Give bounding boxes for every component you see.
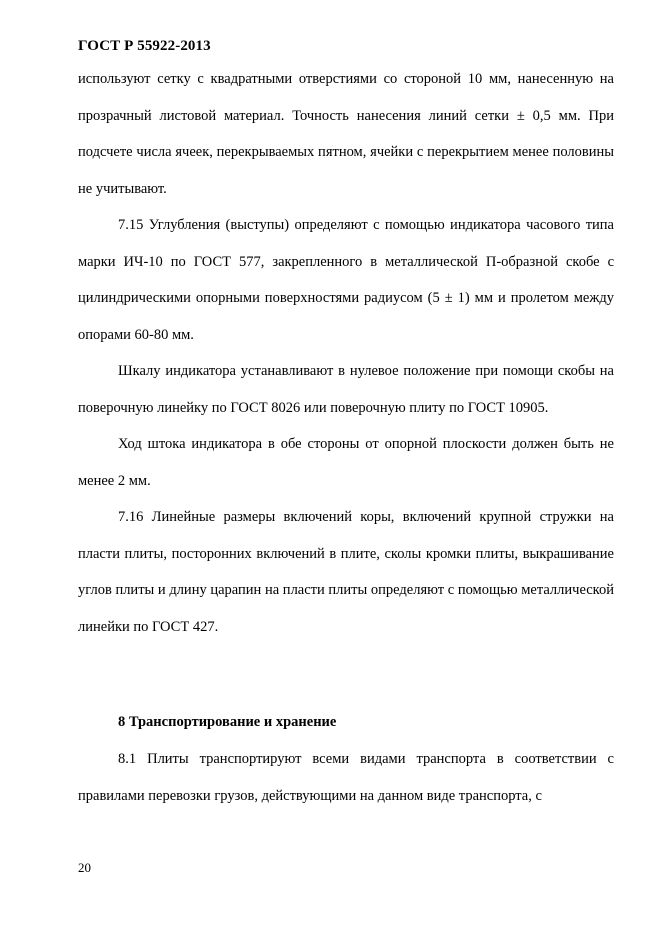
paragraph-8-1: 8.1 Плиты транспортируют всеми видами транспорта в соответствии с правилами перевозки грузов, действующими на данном виде транспорта, с bbox=[78, 751, 614, 804]
page-number: 20 bbox=[78, 860, 91, 875]
document-header-code: ГОСТ Р 55922-2013 bbox=[78, 38, 211, 54]
body-text-block-upper bbox=[78, 61, 614, 645]
paragraph-7-16: 7.16 Линейные размеры включений коры, включений крупной стружки на пласти плиты, посторонних включений в плите, сколы кромки плиты, выкрашивание углов плиты и длину царапин на пласти плиты определяют с помощью металлической линейки по ГОСТ 427. bbox=[78, 509, 614, 635]
paragraph-grid-counting: используют сетку с квадратными отверстиями со стороной 10 мм, нанесенную на прозрачный листовой материал. Точность нанесения линий сетки ± 0,5 мм. При подсчете числа ячеек, перекрываемых пятном, ячейки с перекрытием менее половины не учитывают. bbox=[78, 71, 614, 197]
section-heading-8: 8 Транспортирование и хранение bbox=[118, 714, 337, 730]
paragraph-indicator-stroke: Ход штока индикатора в обе стороны от опорной плоскости должен быть не менее 2 мм. bbox=[78, 436, 614, 489]
paragraph-indicator-scale: Шкалу индикатора устанавливают в нулевое положение при помощи скобы на поверочную линейку по ГОСТ 8026 или поверочную плиту по ГОСТ 10905. bbox=[78, 363, 614, 416]
body-text-block-lower bbox=[78, 741, 614, 814]
paragraph-7-15: 7.15 Углубления (выступы) определяют с помощью индикатора часового типа марки ИЧ-10 по ГОСТ 577, закрепленного в металлической П-образной скобе с цилиндрическими опорными поверхностями радиусом (5 ± 1) мм и пролетом между опорами 60-80 мм. bbox=[78, 217, 614, 343]
